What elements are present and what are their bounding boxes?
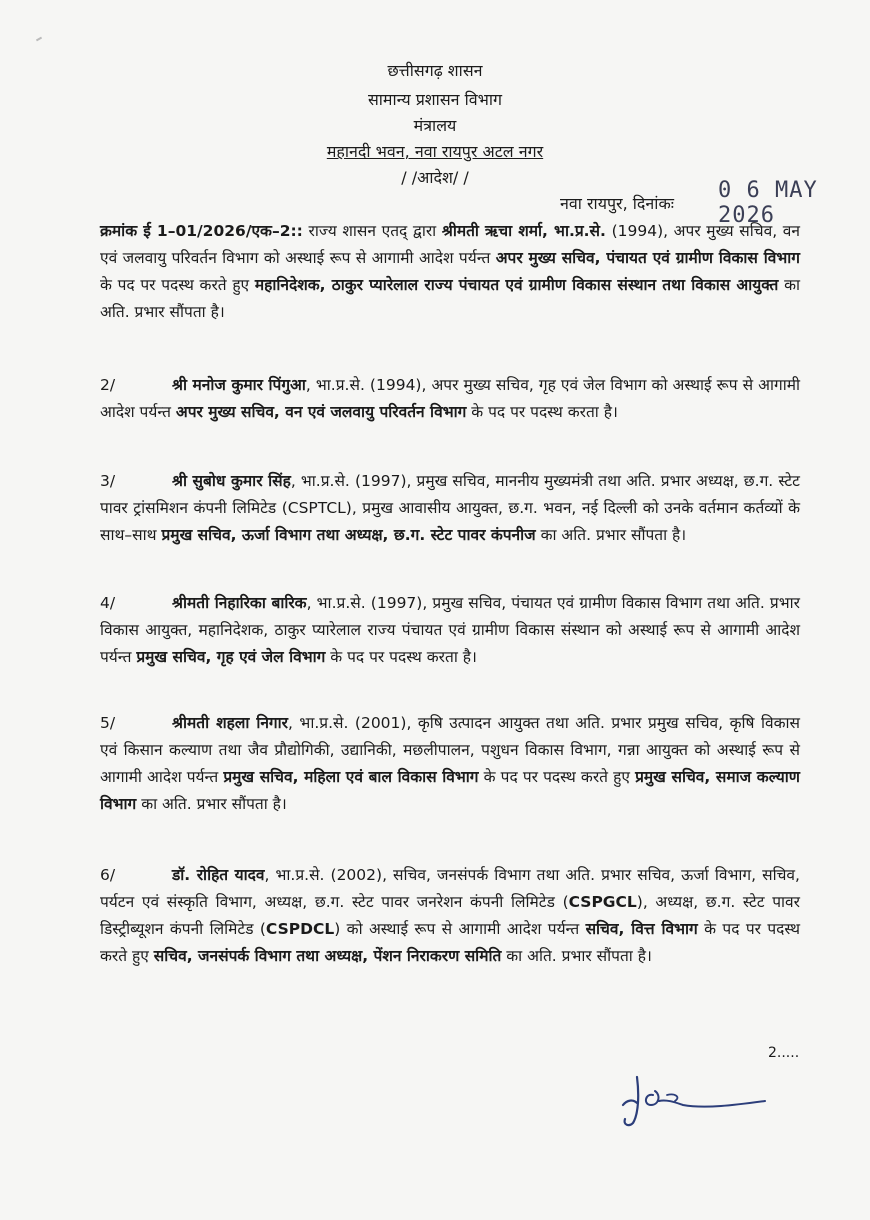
text-run: , भा.प्र.से. (1997), प्रमुख सचिव, पंचायत एवं ग्रामीण विकास विभाग तथा अति. प्रभार विकास आयुक्त, महानिदेशक, ठाकुर प्यारेलाल राज्य पंचायत एवं ग्रामीण विकास संस्थान को अस्थाई रूप से आगामी आदेश पर्यन्त: [100, 594, 800, 666]
ministry-title: मंत्रालय: [413, 116, 457, 135]
order-paragraph-2: [100, 372, 800, 426]
paragraph-number: 6/: [100, 866, 116, 884]
next-page-indicator: 2.....: [768, 1045, 800, 1061]
signature: [615, 1065, 775, 1135]
order-paragraph-3: [100, 468, 800, 549]
order-paragraph-6: [100, 862, 800, 970]
paragraph-number: 3/: [100, 472, 116, 490]
bold-text-run: श्री मनोज कुमार पिंगुआ: [172, 376, 306, 394]
text-run: के पद पर पदस्थ करते हुए: [100, 276, 255, 294]
bold-text-run: श्रीमती ऋचा शर्मा, भा.प्र.से.: [441, 222, 606, 240]
bold-text-run: सचिव, जनसंपर्क विभाग तथा अध्यक्ष, पेंशन निराकरण समिति: [153, 947, 502, 965]
bold-text-run: सचिव, वित्त विभाग: [585, 920, 698, 938]
order-heading: / /आदेश/ /: [401, 168, 469, 187]
order-paragraph-5: [100, 710, 800, 818]
text-run: ) को अस्थाई रूप से आगामी आदेश पर्यन्त: [334, 920, 586, 938]
address-text: महानदी भवन, नवा रायपुर अटल नगर: [326, 142, 544, 161]
text-run: का अति. प्रभार सौंपता है।: [501, 947, 652, 965]
bold-text-run: श्रीमती निहारिका बारिक: [172, 594, 307, 612]
text-run: (1994), अपर मुख्य सचिव, वन एवं जलवायु परिवर्तन विभाग को अस्थाई रूप से आगामी आदेश पर्यन्त: [100, 222, 800, 267]
address-line: [0, 141, 870, 163]
department-title: सामान्य प्रशासन विभाग: [367, 90, 503, 109]
paragraph-number: 4/: [100, 594, 116, 612]
date-label: नवा रायपुर, दिनांकः: [560, 194, 674, 213]
date-stamp: 0 6 MAY 2026: [718, 178, 818, 228]
order-paragraph-4: [100, 590, 800, 671]
bold-text-run: प्रमुख सचिव, समाज कल्याण विभाग: [100, 768, 800, 813]
text-run: ), अध्यक्ष, छ.ग. स्टेट पावर डिस्ट्रीब्यूशन कंपनी लिमिटेड (: [100, 893, 801, 938]
text-run: , भा.प्र.से. (2002), सचिव, जनसंपर्क विभाग तथा अति. प्रभार सचिव, ऊर्जा विभाग, सचिव, पर्यटन एवं संस्कृति विभाग, अध्यक्ष, छ.ग. स्टेट पावर जनरेशन कंपनी लिमिटेड (: [100, 866, 800, 911]
paragraph-number: 2/: [100, 376, 116, 394]
bold-text-run: अपर मुख्य सचिव, पंचायत एवं ग्रामीण विकास विभाग: [495, 249, 800, 267]
text-run: का अति. प्रभार सौंपता है।: [136, 795, 287, 813]
bold-text-run: प्रमुख सचिव, ऊर्जा विभाग तथा अध्यक्ष, छ.ग. स्टेट पावर कंपनीज: [161, 526, 536, 544]
order-paragraph-1: [100, 218, 800, 326]
text-run: का अति. प्रभार सौंपता है।: [535, 526, 687, 544]
bold-text-run: प्रमुख सचिव, गृह एवं जेल विभाग: [136, 648, 326, 666]
text-run: , भा.प्र.से. (1994), अपर मुख्य सचिव, गृह एवं जेल विभाग को अस्थाई रूप से आगामी आदेश पर्यन्त: [100, 376, 800, 421]
paragraph-number: 5/: [100, 714, 116, 732]
text-run: के पद पर पदस्थ करते हुए: [100, 920, 801, 965]
bold-text-run: डॉ. रोहित यादव: [172, 866, 265, 884]
text-run: के पद पर पदस्थ करता है।: [325, 648, 477, 666]
bold-text-run: अपर मुख्य सचिव, वन एवं जलवायु परिवर्तन विभाग: [175, 403, 467, 421]
scan-mark: [36, 37, 42, 42]
text-run: , भा.प्र.से. (1997), प्रमुख सचिव, माननीय मुख्यमंत्री तथा अति. प्रभार अध्यक्ष, छ.ग. स्टेट पावर ट्रांसमिशन कंपनी लिमिटेड (CSPTCL), प्रमुख आवासीय आयुक्त, छ.ग. भवन, नई दिल्ली को उनके वर्तमान कर्तव्यों के साथ–साथ: [100, 472, 800, 544]
text-run: राज्य शासन एतद् द्वारा: [302, 222, 442, 240]
text-run: , भा.प्र.से. (2001), कृषि उत्पादन आयुक्त तथा अति. प्रभार प्रमुख सचिव, कृषि विकास एवं किसान कल्याण तथा जैव प्रौद्योगिकी, उद्यानिकी, मछलीपालन, पशुधन विकास विभाग, गन्ना आयुक्त को अस्थाई रूप से आगामी आदेश पर्यन्त: [100, 714, 800, 786]
bold-text-run: प्रमुख सचिव, महिला एवं बाल विकास विभाग: [223, 768, 479, 786]
text-run: के पद पर पदस्थ करते हुए: [478, 768, 636, 786]
text-run: के पद पर पदस्थ करता है।: [466, 403, 618, 421]
bold-text-run: महानिदेशक, ठाकुर प्यारेलाल राज्य पंचायत एवं ग्रामीण विकास संस्थान तथा विकास आयुक्त: [254, 276, 779, 294]
bold-text-run: श्री सुबोध कुमार सिंह: [172, 472, 291, 490]
govt-title: छत्तीसगढ़ शासन: [387, 61, 483, 80]
bold-text-run: क्रमांक ई 1–01/2026/एक–2::: [100, 222, 303, 240]
bold-text-run: श्रीमती शहला निगार: [172, 714, 289, 732]
bold-text-run: CSPDCL: [265, 920, 335, 938]
bold-text-run: CSPGCL: [568, 893, 637, 911]
text-run: का अति. प्रभार सौंपता है।: [100, 276, 800, 321]
